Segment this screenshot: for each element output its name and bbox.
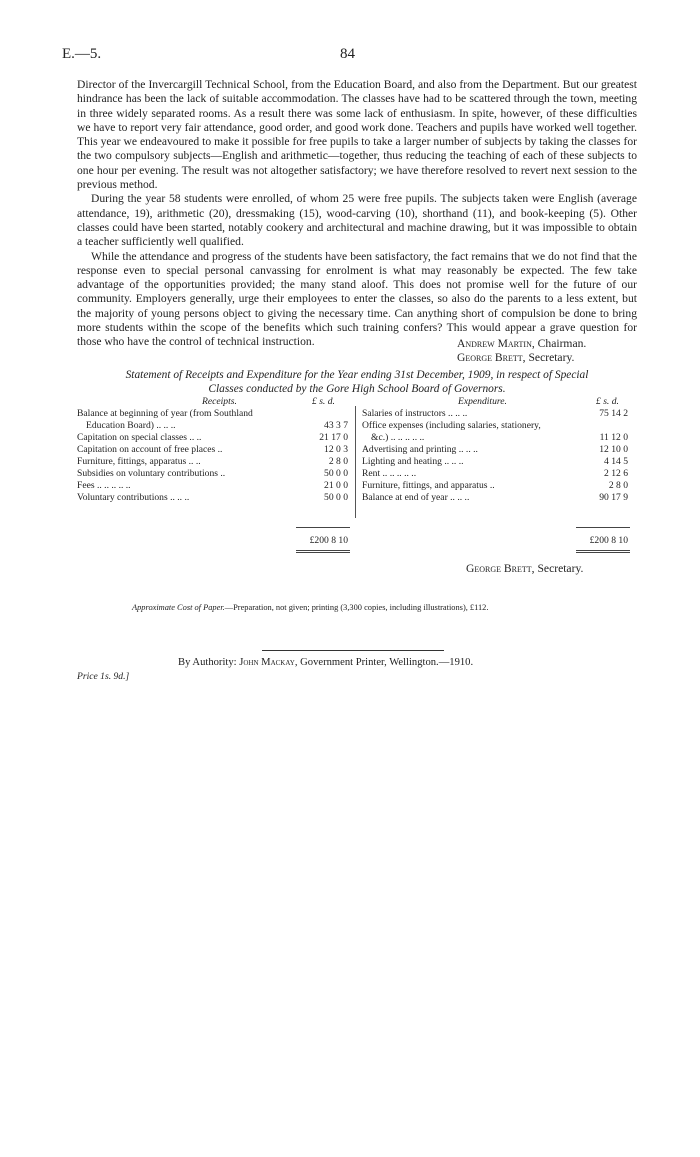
expenditure-row-amount: 12 10 0	[599, 444, 628, 455]
receipt-row-label: Capitation on special classes .. ..	[77, 432, 202, 443]
receipt-row-amount: 12 0 3	[324, 444, 348, 455]
expenditure-double-rule	[576, 550, 630, 551]
receipts-currency-heading: £ s. d.	[312, 396, 335, 407]
expenditure-row-amount: 90 17 9	[599, 492, 628, 503]
paragraph-2: During the year 58 students were enrolled, of whom 25 were free pupils. The subjects taken were English (average attendance, 19), arithmetic (20), dressmaking (15), wood-carving (10), shorthand (11), and book-keeping (5). Other classes could have been started, notably cookery and architectural and machine drawing, but it was impossible to obtain a teacher sufficiently well qualified.	[77, 192, 637, 249]
statement-signer-title: , Secretary.	[531, 562, 584, 575]
column-divider	[355, 406, 356, 518]
printer-name: John Mackay	[239, 657, 295, 668]
secretary-title: , Secretary.	[522, 351, 575, 364]
receipt-row-amount: 50 0 0	[324, 492, 348, 503]
receipt-row-label: Capitation on account of free places ..	[77, 444, 223, 455]
statement-signer-name: George Brett	[466, 562, 532, 575]
statement-title-line-1: Statement of Receipts and Expenditure for the Year ending 31st December, 1909, in respect of Special	[125, 369, 589, 381]
receipt-row-label: Fees .. .. .. .. ..	[77, 480, 131, 491]
receipt-row-amount: 21 0 0	[324, 480, 348, 491]
statement-signature	[466, 562, 583, 575]
authority-suffix: , Government Printer, Wellington.—1910.	[294, 657, 474, 668]
secretary-name: George Brett	[457, 351, 523, 364]
paragraph-1: Director of the Invercargill Technical School, from the Education Board, and also from the Department. But our greatest hindrance has been the lack of suitable accommodation. The classes have had to be scattered through the town, meeting in three widely separated rooms. As a result there was some lack of enthusiasm. In spite, however, of these difficulties we have to report very fair attendance, good order, and good work done. Teachers and pupils have worked well together. This year we endeavoured to make it possible for free pupils to take a larger number of subjects by taking the classes for the two compulsory subjects—English and arithmetic—together, thus reducing the teaching of each of these subjects to one hour per evening. The result was not altogether satisfactory; we have therefore resolved to revert next session to the previous method.	[77, 78, 637, 192]
expenditure-row-label: Salaries of instructors .. .. ..	[362, 408, 468, 419]
printer-authority	[178, 657, 473, 668]
price: Price 1s. 9d.]	[77, 671, 130, 682]
receipts-total: £200 8 10	[309, 535, 348, 546]
receipt-row-label: Balance at beginning of year (from Southland	[77, 408, 253, 419]
expenditure-row-amount: 4 14 5	[604, 456, 628, 467]
receipt-row-label: Furniture, fittings, apparatus .. ..	[77, 456, 201, 467]
expenditure-double-rule	[576, 552, 630, 553]
cost-note-label: Approximate Cost of Paper.	[132, 603, 225, 612]
paragraph-3: While the attendance and progress of the students have been satisfactory, the fact remains that we do not find that the response even to special personal canvassing for enrolment is what may reasonably be expected. The few take advantage of the opportunities provided; the many stand aloof. This does not promise well for the future of our community. Employers generally, urge their employees to enter the classes, so also do the parents to a less extent, but the majority of young persons object to giving the necessary time. Can anything short of compulsion be done to bring more students within the scope of the benefits which such training confers? This would appear a grave question for those who have the control of technical instruction.	[77, 249, 637, 349]
receipts-heading: Receipts.	[202, 396, 237, 407]
expenditure-currency-heading: £ s. d.	[596, 396, 619, 407]
statement-title-line-2: Classes conducted by the Gore High School Board of Governors.	[208, 383, 506, 395]
document-code: E.—5.	[62, 46, 102, 62]
expenditure-row-amount: 75 14 2	[599, 408, 628, 419]
expenditure-row-label: Balance at end of year .. .. ..	[362, 492, 470, 503]
receipt-row-amount: 43 3 7	[324, 420, 348, 431]
receipt-row-label: Subsidies on voluntary contributions ..	[77, 468, 226, 479]
expenditure-row-label: Rent .. .. .. .. ..	[362, 468, 417, 479]
footer-rule	[262, 650, 444, 651]
page-number: 84	[340, 46, 355, 62]
expenditure-row-label: &c.) .. .. .. .. ..	[371, 432, 425, 443]
cost-note-text: —Preparation, not given; printing (3,300 copies, including illustrations), £112.	[224, 603, 489, 612]
receipt-row-label: Voluntary contributions .. .. ..	[77, 492, 190, 503]
expenditure-row-amount: 2 8 0	[608, 480, 628, 491]
expenditure-row-amount: 11 12 0	[599, 432, 628, 443]
expenditure-row-label: Furniture, fittings, and apparatus ..	[362, 480, 495, 491]
expenditure-heading: Expenditure.	[458, 396, 507, 407]
receipts-double-rule	[296, 552, 350, 553]
receipt-row-amount: 21 17 0	[319, 432, 348, 443]
expenditure-row-label: Office expenses (including salaries, stationery,	[362, 420, 541, 431]
cost-note	[132, 603, 488, 612]
chairman-name: Andrew Martin	[457, 337, 532, 350]
receipt-row-amount: 2 8 0	[328, 456, 348, 467]
receipts-double-rule	[296, 550, 350, 551]
expenditure-row-label: Advertising and printing .. .. ..	[362, 444, 478, 455]
authority-prefix: By Authority:	[178, 657, 240, 668]
receipt-row-label: Education Board) .. .. ..	[86, 420, 176, 431]
receipts-total-rule	[296, 527, 350, 528]
expenditure-row-amount: 2 12 6	[604, 468, 628, 479]
chairman-title: , Chairman.	[531, 337, 587, 350]
expenditure-row-label: Lighting and heating .. .. ..	[362, 456, 464, 467]
expenditure-total: £200 8 10	[589, 535, 628, 546]
expenditure-total-rule	[576, 527, 630, 528]
receipt-row-amount: 50 0 0	[324, 468, 348, 479]
